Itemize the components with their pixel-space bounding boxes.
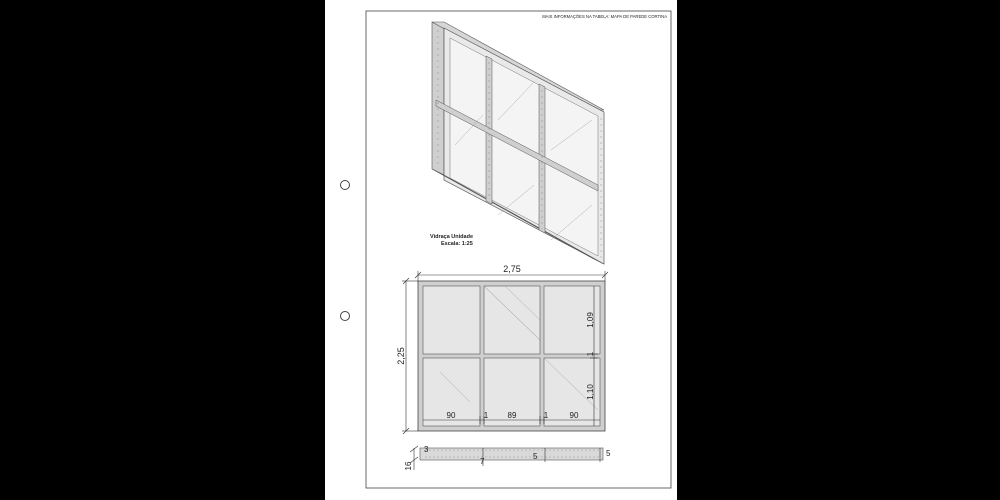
transom-height-label: 1 — [586, 351, 595, 357]
overall-height-label: 2,25 — [396, 347, 406, 365]
iso-title: Vidraça Unidade — [430, 234, 473, 240]
isometric-window-view — [432, 22, 604, 264]
section-spacing: 5 — [533, 452, 538, 461]
pane-width-3: 90 — [569, 411, 579, 420]
section-mid-mark: 7 — [480, 457, 485, 466]
overall-width-label: 2,75 — [503, 264, 521, 274]
section-profile — [420, 448, 603, 460]
mullion-width-1: 1 — [483, 411, 489, 420]
iso-scale: Escala: 1:25 — [441, 241, 473, 247]
pane-width-2: 89 — [507, 411, 517, 420]
drawing-canvas — [325, 0, 677, 500]
pane-width-1: 90 — [446, 411, 456, 420]
section-right-mark: 5 — [606, 449, 611, 458]
section-strip — [410, 446, 603, 470]
section-depth: 16 — [404, 461, 413, 471]
iso-frame-side — [432, 22, 444, 175]
upper-height-label: 1,09 — [586, 312, 595, 328]
lower-height-label: 1,10 — [586, 384, 595, 400]
header-note: MAIS INFORMAÇÕES NA TABELA: MAPA DE PAREDE CORTINA — [542, 14, 667, 19]
mullion-width-2: 1 — [543, 411, 549, 420]
binder-hole-bottom — [341, 312, 350, 321]
binder-hole-top — [341, 181, 350, 190]
pane-top-left — [423, 286, 480, 354]
front-elevation — [418, 281, 605, 431]
drawing-sheet — [325, 0, 677, 500]
pane-top-middle — [484, 286, 540, 354]
section-left-offset: 3 — [424, 445, 429, 454]
